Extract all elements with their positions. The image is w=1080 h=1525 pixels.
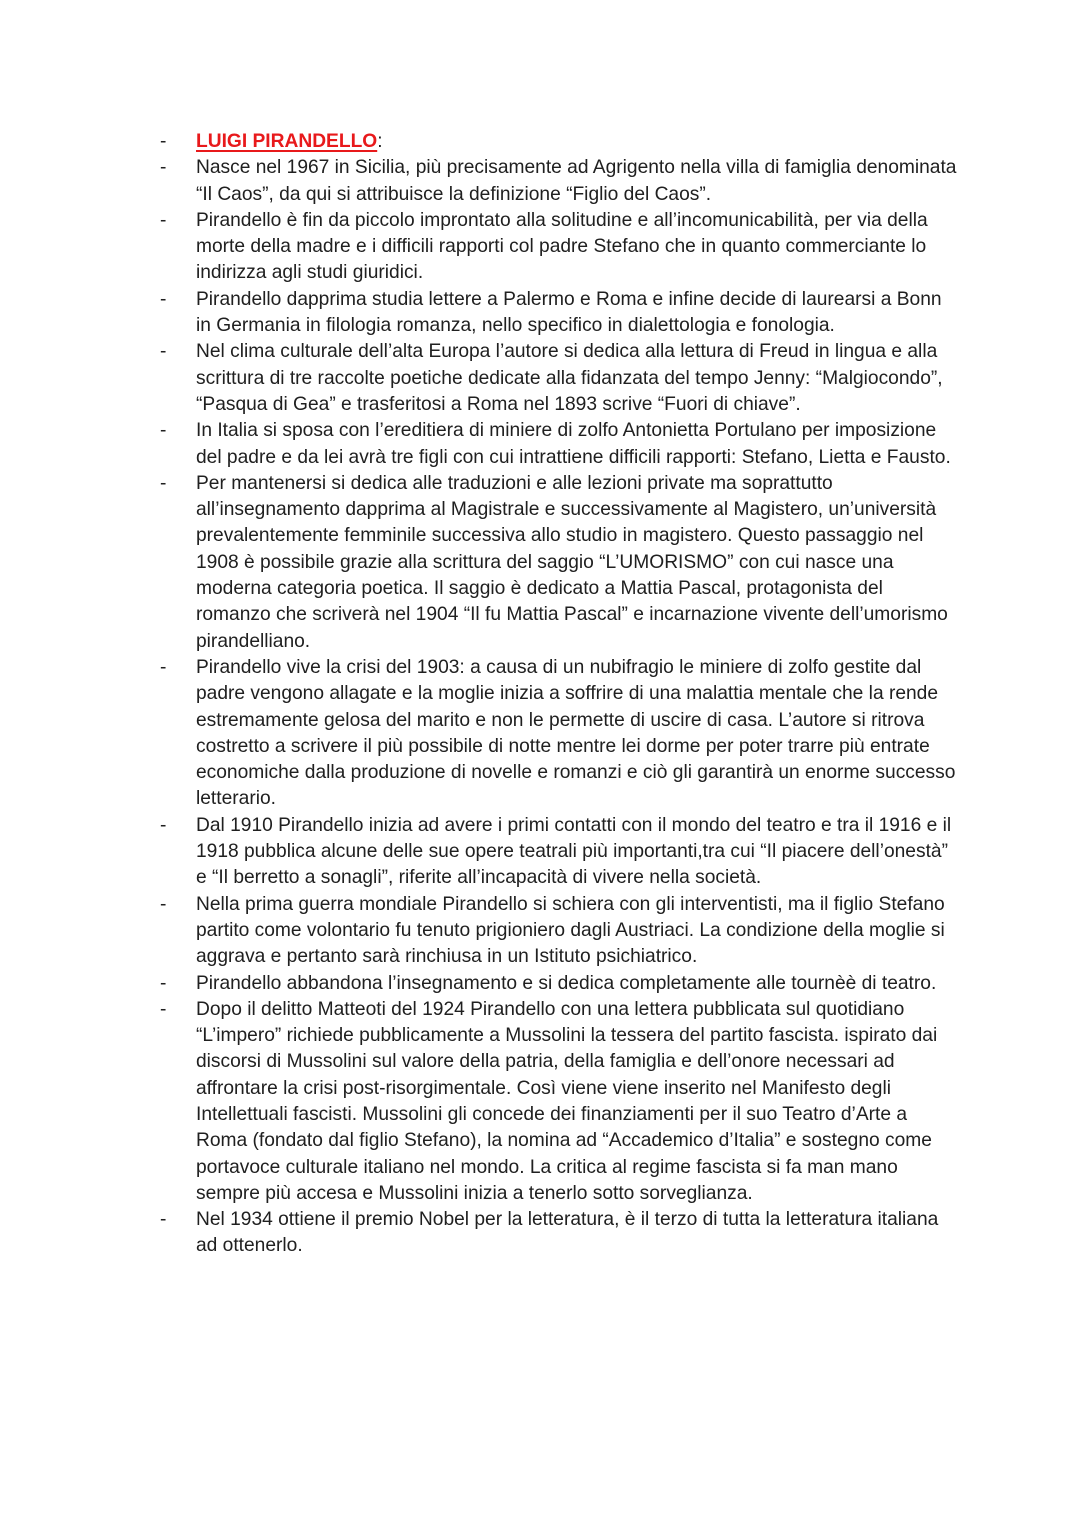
paragraph-text: Per mantenersi si dedica alle traduzioni e alle lezioni private ma soprattutto all’insegnamento dapprima al Magistrale e successivamente al Magistero, un’università prevalentemente femminile successiva allo studio in magistero. Questo passaggio nel 1908 è possibile grazie alla scrittura del saggio “L’UMORISMO” con cui nasce una moderna categoria poetica. Il saggio è dedicato a Mattia Pascal, protagonista del romanzo che scriverà nel 1904 “Il fu Mattia Pascal” e incarnazione vivente dell’umorismo pirandelliano.	[196, 472, 948, 652]
bullet-dash: -	[160, 420, 167, 442]
list-item	[160, 418, 960, 471]
list-item	[160, 813, 960, 892]
bullet-dash: -	[160, 814, 167, 836]
bullet-dash: -	[160, 341, 167, 363]
paragraph-text: Pirandello abbandona l’insegnamento e si dedica completamente alle tournèè di teatro.	[196, 972, 937, 994]
bullet-dash: -	[160, 972, 167, 994]
list-item	[160, 155, 960, 208]
bullet-list	[160, 129, 960, 1260]
list-item	[160, 208, 960, 287]
list-item	[160, 339, 960, 418]
paragraph-text: Nel clima culturale dell’alta Europa l’autore si dedica alla lettura di Freud in lingua e alla scrittura di tre raccolte poetiche dedicate alla fidanzata del tempo Jenny: “Malgiocondo”, “Pasqua di Gea” e trasferitosi a Roma nel 1893 scrive “Fuori di chiave”.	[196, 341, 943, 415]
list-item	[160, 892, 960, 971]
list-item	[160, 997, 960, 1207]
bullet-dash: -	[160, 656, 167, 678]
bullet-dash: -	[160, 157, 167, 179]
bullet-dash: -	[160, 1209, 167, 1231]
bullet-dash: -	[160, 288, 167, 310]
list-item	[160, 471, 960, 655]
paragraph-text: Dopo il delitto Matteoti del 1924 Pirandello con una lettera pubblicata sul quotidiano “L’impero” richiede pubblicamente a Mussolini la tessera del partito fascista. ispirato dai discorsi di Mussolini sul valore della patria, della famiglia e dell’onore necessari ad affrontare la crisi post-risorgimentale. Così viene viene inserito nel Manifesto degli Intellettuali fascisti. Mussolini gli concede dei finanziamenti per il suo Teatro d’Arte a Roma (fondato dal figlio Stefano), la nomina ad “Accademico d’Italia” e sostegno come portavoce culturale italiano nel mondo. La critica al regime fascista si fa man mano sempre più accesa e Mussolini inizia a tenerlo sotto sorveglianza.	[196, 998, 938, 1204]
bullet-dash: -	[160, 209, 167, 231]
bullet-dash: -	[160, 998, 167, 1020]
document-title: LUIGI PIRANDELLO	[196, 131, 378, 152]
title-item	[160, 129, 960, 155]
paragraph-text: Nasce nel 1967 in Sicilia, più precisamente ad Agrigento nella villa di famiglia denominata “Il Caos”, da qui si attribuisce la definizione “Figlio del Caos”.	[196, 157, 957, 205]
list-item	[160, 655, 960, 813]
bullet-dash: -	[160, 131, 167, 152]
paragraph-text: Nella prima guerra mondiale Pirandello si schiera con gli interventisti, ma il figlio Stefano partito come volontario fu tenuto prigioniero dagli Austriaci. La condizione della moglie si aggrava e pertanto sarà rinchiusa in un Istituto psichiatrico.	[196, 893, 945, 968]
list-item	[160, 971, 960, 997]
bullet-dash: -	[160, 472, 167, 494]
paragraph-text: Dal 1910 Pirandello inizia ad avere i primi contatti con il mondo del teatro e tra il 1916 e il 1918 pubblica alcune delle sue opere teatrali più importanti,tra cui “Il piacere dell’onestà” e “Il berretto a sonagli”, riferite all’incapacità di vivere nella società.	[196, 814, 952, 889]
paragraph-text: Pirandello è fin da piccolo improntato alla solitudine e all’incomunicabilità, per via della morte della madre e i difficili rapporti col padre Stefano che in quanto commerciante lo indirizza agli studi giuridici.	[196, 209, 928, 284]
paragraph-text: In Italia si sposa con l’ereditiera di miniere di zolfo Antonietta Portulano per imposizione del padre e da lei avrà tre figli con cui intrattiene difficili rapporti: Stefano, Lietta e Fausto.	[196, 420, 951, 468]
bullet-dash: -	[160, 893, 167, 915]
paragraph-text: Nel 1934 ottiene il premio Nobel per la letteratura, è il terzo di tutta la letteratura italiana ad ottenerlo.	[196, 1209, 939, 1257]
list-item	[160, 1207, 960, 1260]
title-colon: :	[377, 131, 383, 152]
paragraph-text: Pirandello dapprima studia lettere a Palermo e Roma e infine decide di laurearsi a Bonn in Germania in filologia romanza, nello specifico in dialettologia e fonologia.	[196, 288, 942, 337]
paragraph-text: Pirandello vive la crisi del 1903: a causa di un nubifragio le miniere di zolfo gestite dal padre vengono allagate e la moglie inizia a soffrire di una malattia mentale che la rende estremamente gelosa del marito e non le permette di uscire di casa. L’autore si ritrova costretto a scrivere il più possibile di notte mentre lei dorme per poter trarre più entrate economiche dalla produzione di novelle e romanzi e ciò gli garantirà un enorme successo letterario.	[196, 656, 956, 810]
list-item	[160, 287, 960, 340]
